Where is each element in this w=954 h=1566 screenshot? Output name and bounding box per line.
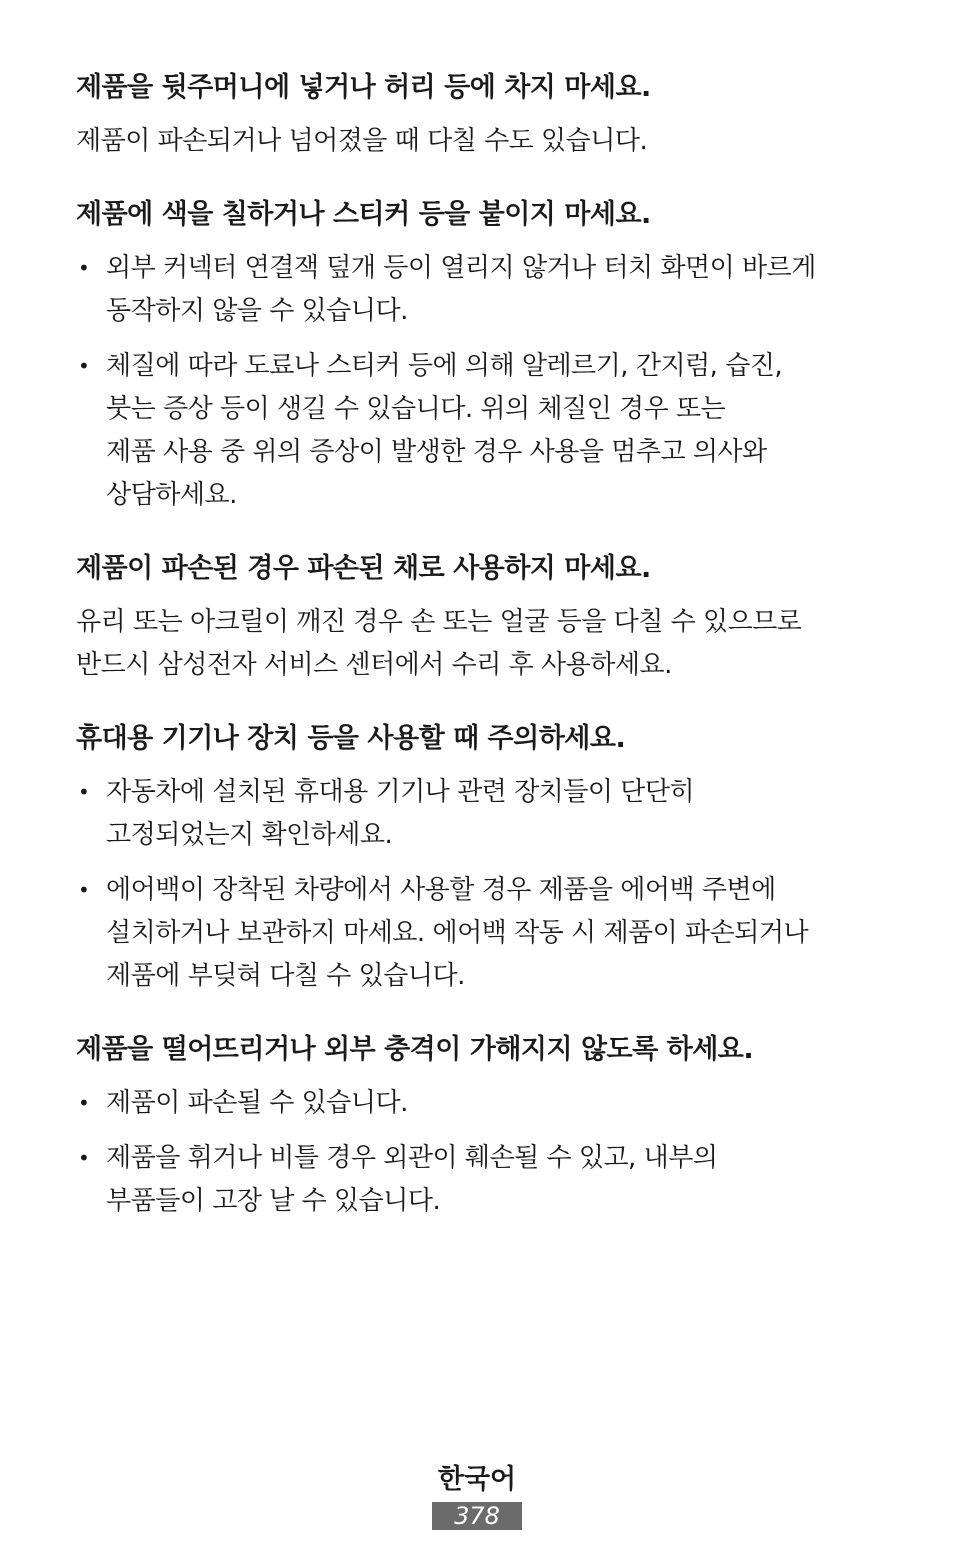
page-number: 378	[432, 1502, 522, 1530]
bullet-line: 자동차에 설치된 휴대용 기기나 관련 장치들이 단단히	[106, 777, 695, 807]
page-footer	[0, 1462, 954, 1530]
list-item	[76, 1082, 876, 1125]
section-impact	[76, 1030, 876, 1223]
list-item	[76, 247, 876, 333]
section-heading: 제품을 뒷주머니에 넣거나 허리 등에 차지 마세요.	[76, 72, 651, 103]
section-back-pocket	[76, 68, 876, 163]
bullet-line: 부품들이 고장 날 수 있습니다.	[106, 1186, 441, 1216]
bullet-icon: •	[78, 1091, 90, 1115]
bullet-icon: •	[78, 1146, 90, 1170]
bullet-icon: •	[78, 878, 90, 902]
bullet-line: 붓는 증상 등이 생길 수 있습니다. 위의 체질인 경우 또는	[106, 394, 726, 424]
paragraph-line: 제품이 파손되거나 넘어졌을 때 다칠 수도 있습니다.	[76, 126, 648, 156]
bullet-line: 설치하거나 보관하지 마세요. 에어백 작동 시 제품이 파손되거나	[106, 918, 809, 948]
bullet-icon: •	[78, 256, 90, 280]
list-item	[76, 345, 876, 517]
bullet-icon: •	[78, 780, 90, 804]
section-paragraph	[76, 120, 876, 163]
bullet-line: 제품을 휘거나 비틀 경우 외관이 훼손될 수 있고, 내부의	[106, 1143, 718, 1173]
manual-content	[76, 68, 876, 1255]
paragraph-line: 반드시 삼성전자 서비스 센터에서 수리 후 사용하세요.	[76, 650, 672, 680]
bullet-line: 외부 커넥터 연결잭 덮개 등이 열리지 않거나 터치 화면이 바르게	[106, 253, 816, 283]
bullet-line: 제품에 부딪혀 다칠 수 있습니다.	[106, 961, 465, 991]
language-label: 한국어	[437, 1464, 517, 1495]
bullet-line: 에어백이 장착된 차량에서 사용할 경우 제품을 에어백 주변에	[106, 875, 776, 905]
section-heading: 제품을 떨어뜨리거나 외부 충격이 가해지지 않도록 하세요.	[76, 1034, 754, 1065]
bullet-line: 상담하세요.	[106, 480, 237, 510]
section-heading: 제품에 색을 칠하거나 스티커 등을 붙이지 마세요.	[76, 199, 651, 230]
section-paragraph	[76, 601, 876, 687]
bullet-line: 제품 사용 중 위의 증상이 발생한 경우 사용을 멈추고 의사와	[106, 437, 767, 467]
bullet-line: 체질에 따라 도료나 스티커 등에 의해 알레르기, 간지럼, 습진,	[106, 351, 783, 381]
bullet-line: 동작하지 않을 수 있습니다.	[106, 296, 408, 326]
section-heading: 휴대용 기기나 장치 등을 사용할 때 주의하세요.	[76, 723, 626, 754]
section-portable-devices	[76, 719, 876, 998]
section-paint-stickers	[76, 195, 876, 517]
list-item	[76, 1137, 876, 1223]
list-item	[76, 869, 876, 998]
bullet-line: 제품이 파손될 수 있습니다.	[106, 1088, 408, 1118]
paragraph-line: 유리 또는 아크릴이 깨진 경우 손 또는 얼굴 등을 다칠 수 있으므로	[76, 607, 802, 637]
section-damaged-product	[76, 549, 876, 687]
section-heading: 제품이 파손된 경우 파손된 채로 사용하지 마세요.	[76, 553, 651, 584]
bullet-list	[76, 247, 876, 517]
bullet-line: 고정되었는지 확인하세요.	[106, 820, 393, 850]
bullet-list	[76, 1082, 876, 1223]
list-item	[76, 771, 876, 857]
bullet-icon: •	[78, 354, 90, 378]
bullet-list	[76, 771, 876, 998]
